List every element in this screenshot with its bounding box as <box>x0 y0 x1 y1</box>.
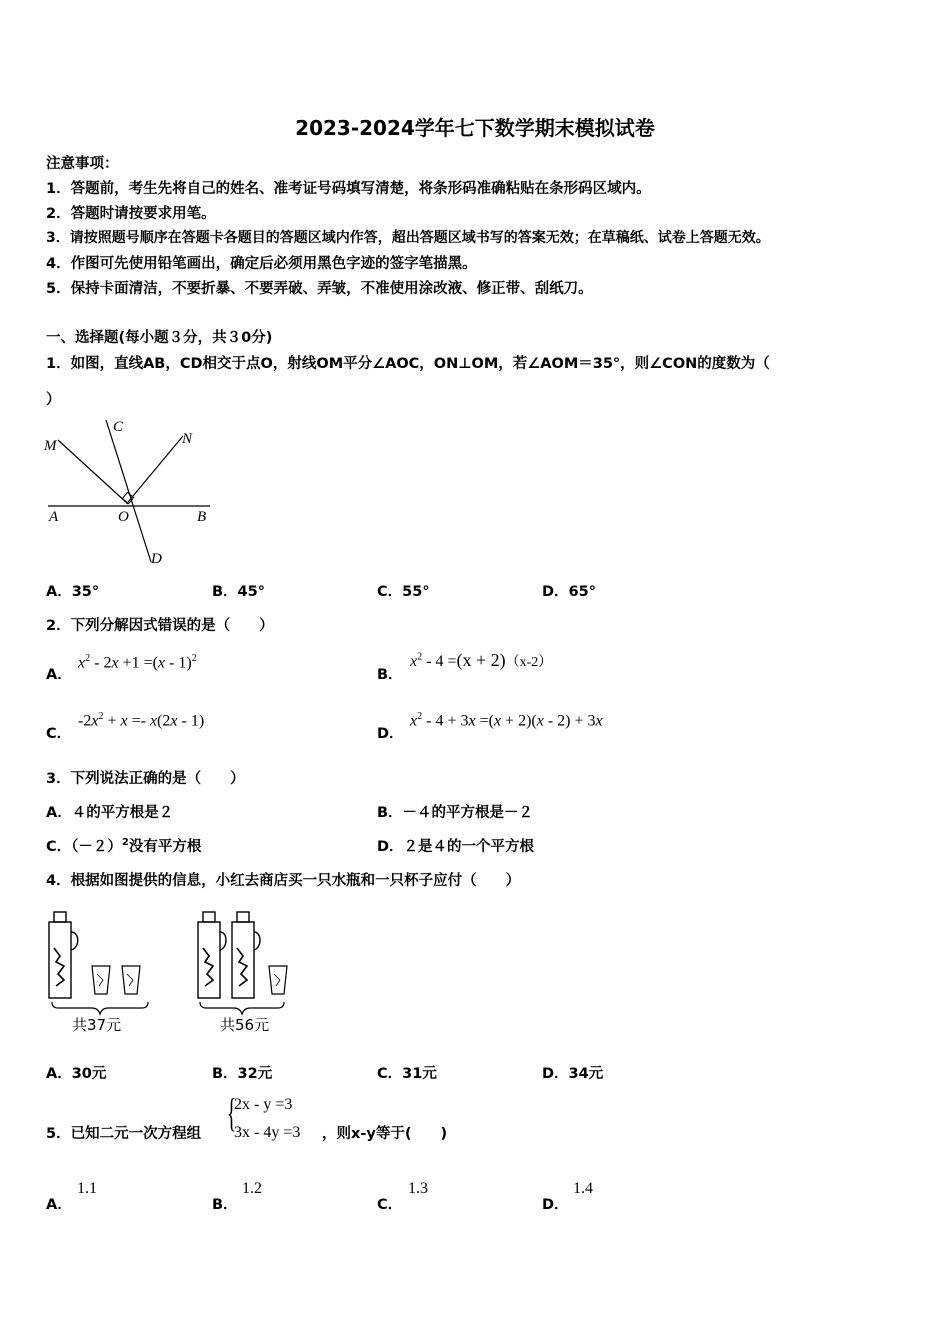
q2-stem: 2．下列分解因式错误的是（ ） <box>46 618 274 634</box>
cup-icon <box>92 966 110 994</box>
caption-2: 共56元 <box>220 1016 270 1034</box>
q4-option-d[interactable]: D．34元 <box>542 1066 604 1082</box>
q5-prefix: 5．已知二元一次方程组 <box>46 1126 202 1142</box>
q3-option-d[interactable]: D．２是４的一个平方根 <box>377 839 535 855</box>
label-m: M <box>44 438 57 454</box>
brace-1 <box>52 1002 148 1014</box>
q5-eq2: 3x - 4y =3 <box>234 1124 301 1141</box>
q1-stem-end: ） <box>46 392 61 408</box>
q5-option-a[interactable]: A． <box>46 1197 72 1213</box>
line-cd <box>106 420 151 562</box>
label-b: B <box>197 509 207 525</box>
q2-expr-b: $x^2 - 4 =(x + 2)(x-2)$ <box>410 650 553 670</box>
q5-value-b: 1.2 <box>242 1180 262 1197</box>
cup-icon <box>122 966 140 994</box>
q2-option-a[interactable]: A． <box>46 667 72 683</box>
q1-angle-figure <box>40 412 230 572</box>
bottle-icon <box>232 912 260 998</box>
q5-option-c[interactable]: C． <box>377 1197 403 1213</box>
ray-on <box>128 436 183 502</box>
q5-value-c: 1.3 <box>408 1180 428 1197</box>
note-item: 1．答题前，考生先将自己的姓名、准考证号码填写清楚，将条形码准确粘贴在条形码区域内。 <box>46 181 651 197</box>
q3-stem: 3．下列说法正确的是（ ） <box>46 771 245 787</box>
q1-option-d[interactable]: D．65° <box>542 584 596 600</box>
cup-icon <box>269 966 287 994</box>
label-a: A <box>49 509 59 525</box>
caption-1: 共37元 <box>72 1016 122 1034</box>
label-n: N <box>182 431 193 447</box>
note-item: 4．作图可先使用铅笔画出，确定后必须用黑色字迹的签字笔描黑。 <box>46 256 477 272</box>
q5-option-d[interactable]: D． <box>542 1197 569 1213</box>
q1-option-a[interactable]: A．35° <box>46 584 100 600</box>
note-item: 3．请按照题号顺序在答题卡各题目的答题区域内作答，超出答题区域书写的答案无效；在草稿纸、试卷上答题无效。 <box>46 230 770 246</box>
q5-value-d: 1.4 <box>573 1180 593 1197</box>
bottle-icon <box>49 912 78 998</box>
q4-option-c[interactable]: C．31元 <box>377 1066 437 1082</box>
q5-value-a: 1.1 <box>77 1180 97 1197</box>
q1-option-c[interactable]: C．55° <box>377 584 430 600</box>
q4-option-a[interactable]: A．30元 <box>46 1066 107 1082</box>
q5-option-b[interactable]: B． <box>212 1197 238 1213</box>
q3-option-b[interactable]: B．－４的平方根是－２ <box>377 805 534 821</box>
q4-stem: 4．根据如图提供的信息，小红去商店买一只水瓶和一只杯子应付（ ） <box>46 873 521 889</box>
q4-option-b[interactable]: B．32元 <box>212 1066 273 1082</box>
section-heading: 一、选择题(每小题３分，共３0分) <box>46 330 273 346</box>
q3-option-c[interactable]: C．$(-2)^2$没有平方根 <box>46 837 202 855</box>
q5-eq1: 2x - y =3 <box>234 1096 293 1113</box>
notes-heading: 注意事项： <box>46 156 119 172</box>
q2-expr-d: $x^2 - 4 + 3x =(x + 2)(x - 2) + 3x$ <box>410 711 603 730</box>
page-title: 2023-2024学年七下数学期末模拟试卷 <box>295 116 655 140</box>
q2-option-d[interactable]: D． <box>377 726 404 742</box>
q1-option-b[interactable]: B．45° <box>212 584 265 600</box>
bottle-icon <box>198 912 226 998</box>
q2-option-b[interactable]: B． <box>377 667 403 683</box>
q3-option-a[interactable]: A．４的平方根是２ <box>46 805 174 821</box>
q2-expr-c: $-2x^2 + x =- x(2x - 1)$ <box>78 711 205 730</box>
note-item: 5．保持卡面清洁，不要折暴、不要弄破、弄皱，不准使用涂改液、修正带、刮纸刀。 <box>46 281 593 297</box>
q1-stem: 1．如图，直线AB，CD相交于点O，射线OM平分∠AOC，ON⊥OM，若∠AOM＝35°，则∠CON的度数为（ <box>46 356 770 372</box>
q5-suffix: ，则x-y等于( ) <box>322 1126 448 1142</box>
brace-2 <box>200 1002 284 1014</box>
label-d: D <box>151 551 162 567</box>
q4-bottles-cups-figure <box>40 908 300 1043</box>
q2-expr-a: $x^2 - 2x +1 =(x - 1)^2$ <box>78 653 197 672</box>
ray-om <box>58 440 128 504</box>
note-item: 2．答题时请按要求用笔。 <box>46 206 216 222</box>
q2-option-c[interactable]: C． <box>46 726 72 742</box>
system-brace: { <box>226 1090 237 1135</box>
label-c: C <box>113 419 124 435</box>
label-o: O <box>118 509 129 525</box>
